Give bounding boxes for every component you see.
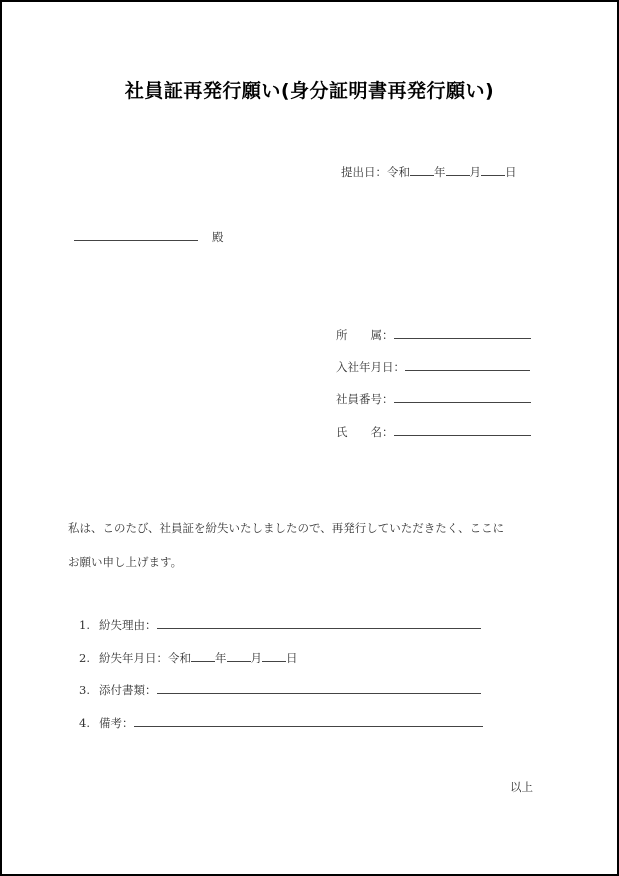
addressee-blank[interactable]: [74, 229, 198, 241]
list-number: 1.: [79, 618, 90, 632]
submission-year-blank[interactable]: [410, 164, 434, 176]
submission-month-blank[interactable]: [446, 164, 470, 176]
department-label: 所 属：: [336, 328, 394, 342]
list-item-remarks: [79, 715, 483, 731]
loss-year-unit: 年: [215, 651, 227, 665]
hire-date-label: 入社年月日：: [336, 360, 405, 374]
submission-day-blank[interactable]: [481, 164, 505, 176]
submission-day-unit: 日: [505, 165, 517, 179]
list-item-loss-date: [79, 650, 298, 666]
list-number: 3.: [79, 683, 90, 697]
employee-number-label: 社員番号：: [336, 392, 394, 406]
attachments-blank[interactable]: [157, 682, 481, 694]
name-label: 氏 名：: [336, 425, 394, 439]
department-row: [336, 327, 531, 343]
body-text-line-1: 私は、このたび、社員証を紛失いたしましたので、再発行していただきたく、ここに: [68, 521, 505, 535]
submission-date-line: [341, 164, 517, 180]
body-text-line-2: お願い申し上げます。: [68, 555, 183, 569]
loss-month-unit: 月: [250, 651, 262, 665]
submission-year-unit: 年: [434, 165, 446, 179]
loss-day-unit: 日: [286, 651, 298, 665]
remarks-label: 備考：: [99, 716, 134, 730]
loss-year-blank[interactable]: [191, 650, 215, 662]
employee-number-blank[interactable]: [394, 391, 531, 403]
employee-number-row: [336, 391, 531, 407]
addressee-suffix: 殿: [212, 230, 224, 244]
addressee-line: [74, 229, 224, 245]
loss-month-blank[interactable]: [227, 650, 251, 662]
loss-reason-blank[interactable]: [157, 617, 481, 629]
submission-date-label: 提出日：令和: [341, 165, 410, 179]
closing-text: 以上: [510, 780, 533, 794]
list-number: 2.: [79, 651, 90, 665]
attachments-label: 添付書類：: [99, 683, 157, 697]
department-blank[interactable]: [394, 327, 531, 339]
loss-reason-label: 紛失理由：: [99, 618, 157, 632]
name-blank[interactable]: [394, 424, 531, 436]
loss-day-blank[interactable]: [262, 650, 286, 662]
remarks-blank[interactable]: [134, 715, 483, 727]
name-row: [336, 424, 531, 440]
loss-date-label: 紛失年月日：令和: [99, 651, 191, 665]
hire-date-blank[interactable]: [405, 359, 530, 371]
list-item-loss-reason: [79, 617, 481, 633]
submission-month-unit: 月: [469, 165, 481, 179]
list-item-attachments: [79, 682, 481, 698]
hire-date-row: [336, 359, 530, 375]
list-number: 4.: [79, 716, 90, 730]
document-title: 社員証再発行願い(身分証明書再発行願い): [124, 80, 495, 102]
